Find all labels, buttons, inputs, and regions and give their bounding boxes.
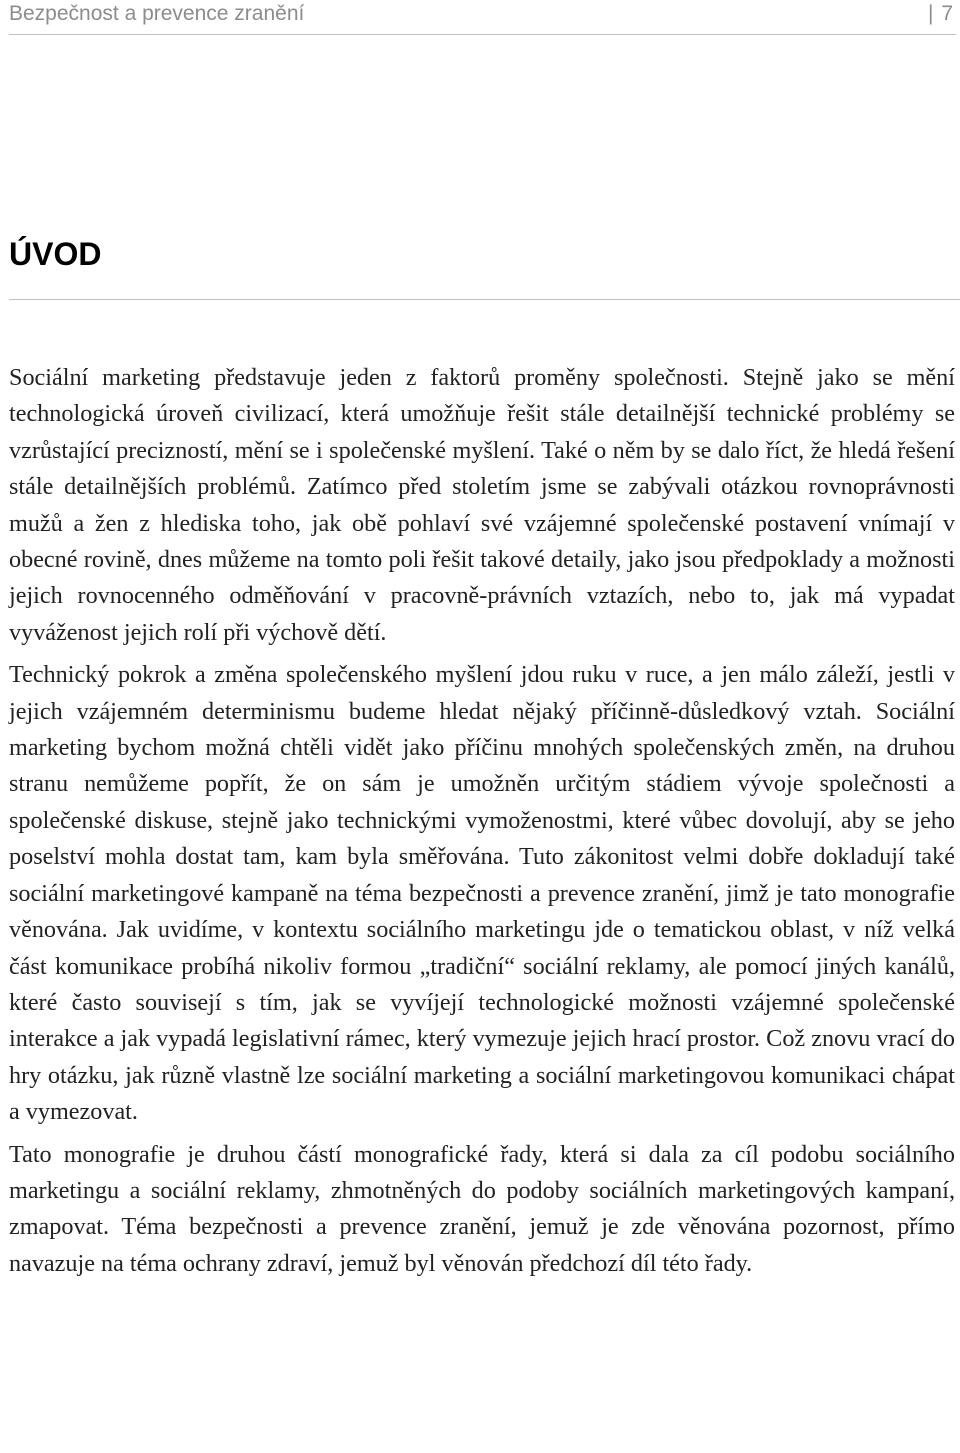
chapter-heading (9, 230, 960, 300)
paragraph-2: Technický pokrok a změna společenského myšlení jdou ruku v ruce, a jen málo záleží, jestli v jejich vzájemném determinismu budeme hledat nějaký příčinně-důsledkový vztah. Sociální marketing bychom možná chtěli vidět jako příčinu mnohých společenských změn, na druhou stranu nemůžeme popřít, že on sám je umožněn určitým stádiem vývoje společnosti a společenské diskuse, stejně jako technickými vymoženostmi, které vůbec dovolují, aby se jeho poselství mohla dostat tam, kam byla směřována. Tuto zákonitost velmi dobře dokladují také sociální marketingové kampaně na téma bezpečnosti a prevence zranění, jimž je tato monografie věnována. Jak uvidíme, v kontextu sociálního marketingu jde o tematickou oblast, v níž velká část komunikace probíhá nikoliv formou „tradiční“ sociální reklamy, ale pomocí jiných kanálů, které často souvisejí s tím, jak se vyvíjejí technologické možnosti vzájemné společenské interakce a jak vypadá legislativní rámec, který vymezuje jejich hrací prostor. Což znovu vrací do hry otázku, jak různě vlastně lze sociální marketing a sociální marketingovou komunikaci chápat a vymezovat. (9, 661, 955, 1126)
paragraph-3: Tato monografie je druhou částí monografické řady, která si dala za cíl podobu sociálního marketingu a sociální reklamy, zhmotněných do podoby sociálních marketingových kampaní, zmapovat. Téma bezpečnosti a prevence zranění, jemuž je zde věnována pozornost, přímo navazuje na téma ochrany zdraví, jemuž byl věnován předchozí díl této řady. (9, 1140, 955, 1277)
running-title: Bezpečnost a prevence zranění (9, 2, 305, 25)
body-text (9, 360, 955, 1282)
chapter-title: ÚVOD (9, 236, 102, 272)
paragraph-1: Sociální marketing představuje jeden z faktorů proměny společnosti. Stejně jako se mění technologická úroveň civilizací, která umožňuje řešit stále detailnější technické problémy se vzrůstající precizností, mění se i společenské myšlení. Také o něm by se dalo říct, že hledá řešení stále detailnějších problémů. Zatímco před stoletím jsme se zabývali otázkou rovnoprávnosti mužů a žen z hlediska toho, jak obě pohlaví své vzájemné společenské postavení vnímají v obecné rovině, dnes můžeme na tomto poli řešit takové detaily, jako jsou předpoklady a možnosti jejich rovnocenného odměňování v pracovně-právních vztazích, nebo to, jak má vypadat vyváženost jejich rolí při výchově dětí. (9, 364, 955, 646)
running-header (9, 0, 956, 35)
page-number: | 7 (928, 2, 954, 25)
